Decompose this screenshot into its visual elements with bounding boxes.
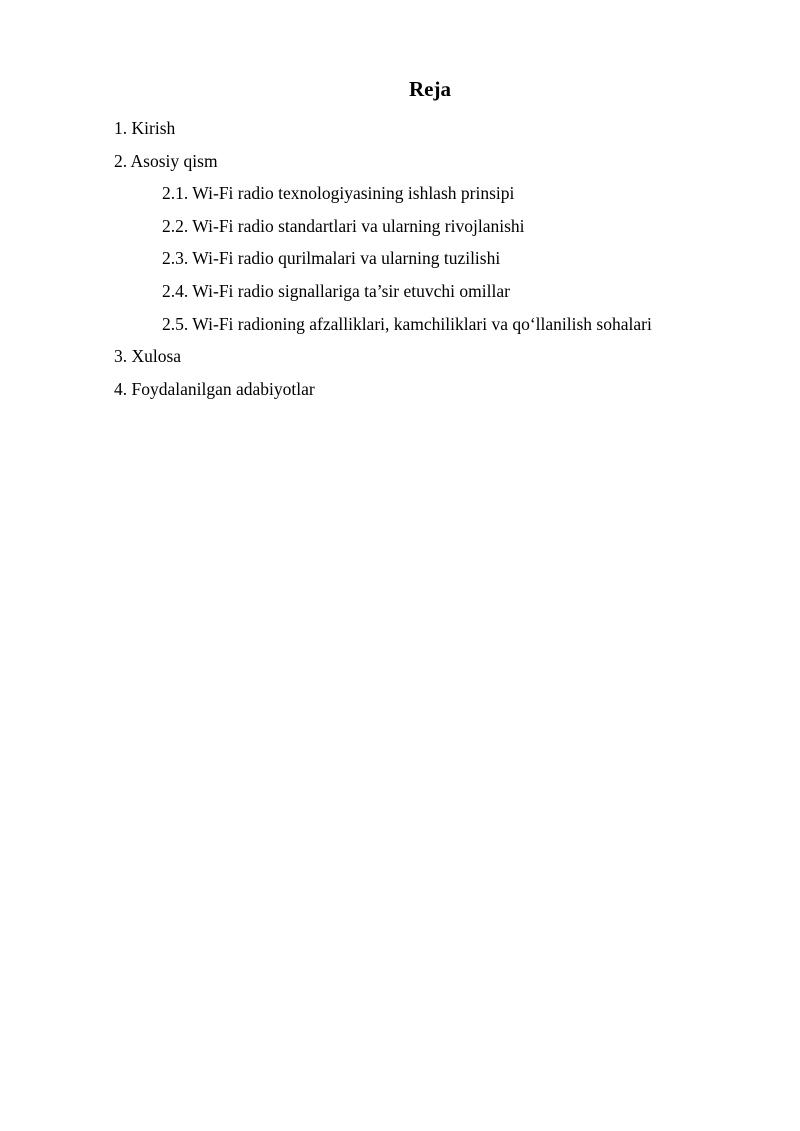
toc-item-kirish: 1. Kirish [114,118,176,138]
table-of-contents [114,112,652,405]
page-title: Reja [409,77,451,101]
toc-subitem-2-5: 2.5. Wi-Fi radioning afzalliklari, kamchiliklari va qo‘llanilish sohalari [162,313,652,334]
toc-subitem-2-2: 2.2. Wi-Fi radio standartlari va ularning rivojlanishi [162,215,525,236]
toc-subitem-2-3: 2.3. Wi-Fi radio qurilmalari va ularning tuzilishi [162,248,501,269]
toc-item-xulosa: 3. Xulosa [114,346,182,367]
toc-subitem-2-4: 2.4. Wi-Fi radio signallariga ta’sir etuvchi omillar [162,280,510,301]
toc-subitem-2-1: 2.1. Wi-Fi radio texnologiyasining ishlash prinsipi [162,183,515,204]
toc-item-asosiy-qism: 2. Asosiy qism [114,150,218,171]
toc-item-foydalanilgan-adabiyotlar: 4. Foydalanilgan adabiyotlar [114,378,315,399]
